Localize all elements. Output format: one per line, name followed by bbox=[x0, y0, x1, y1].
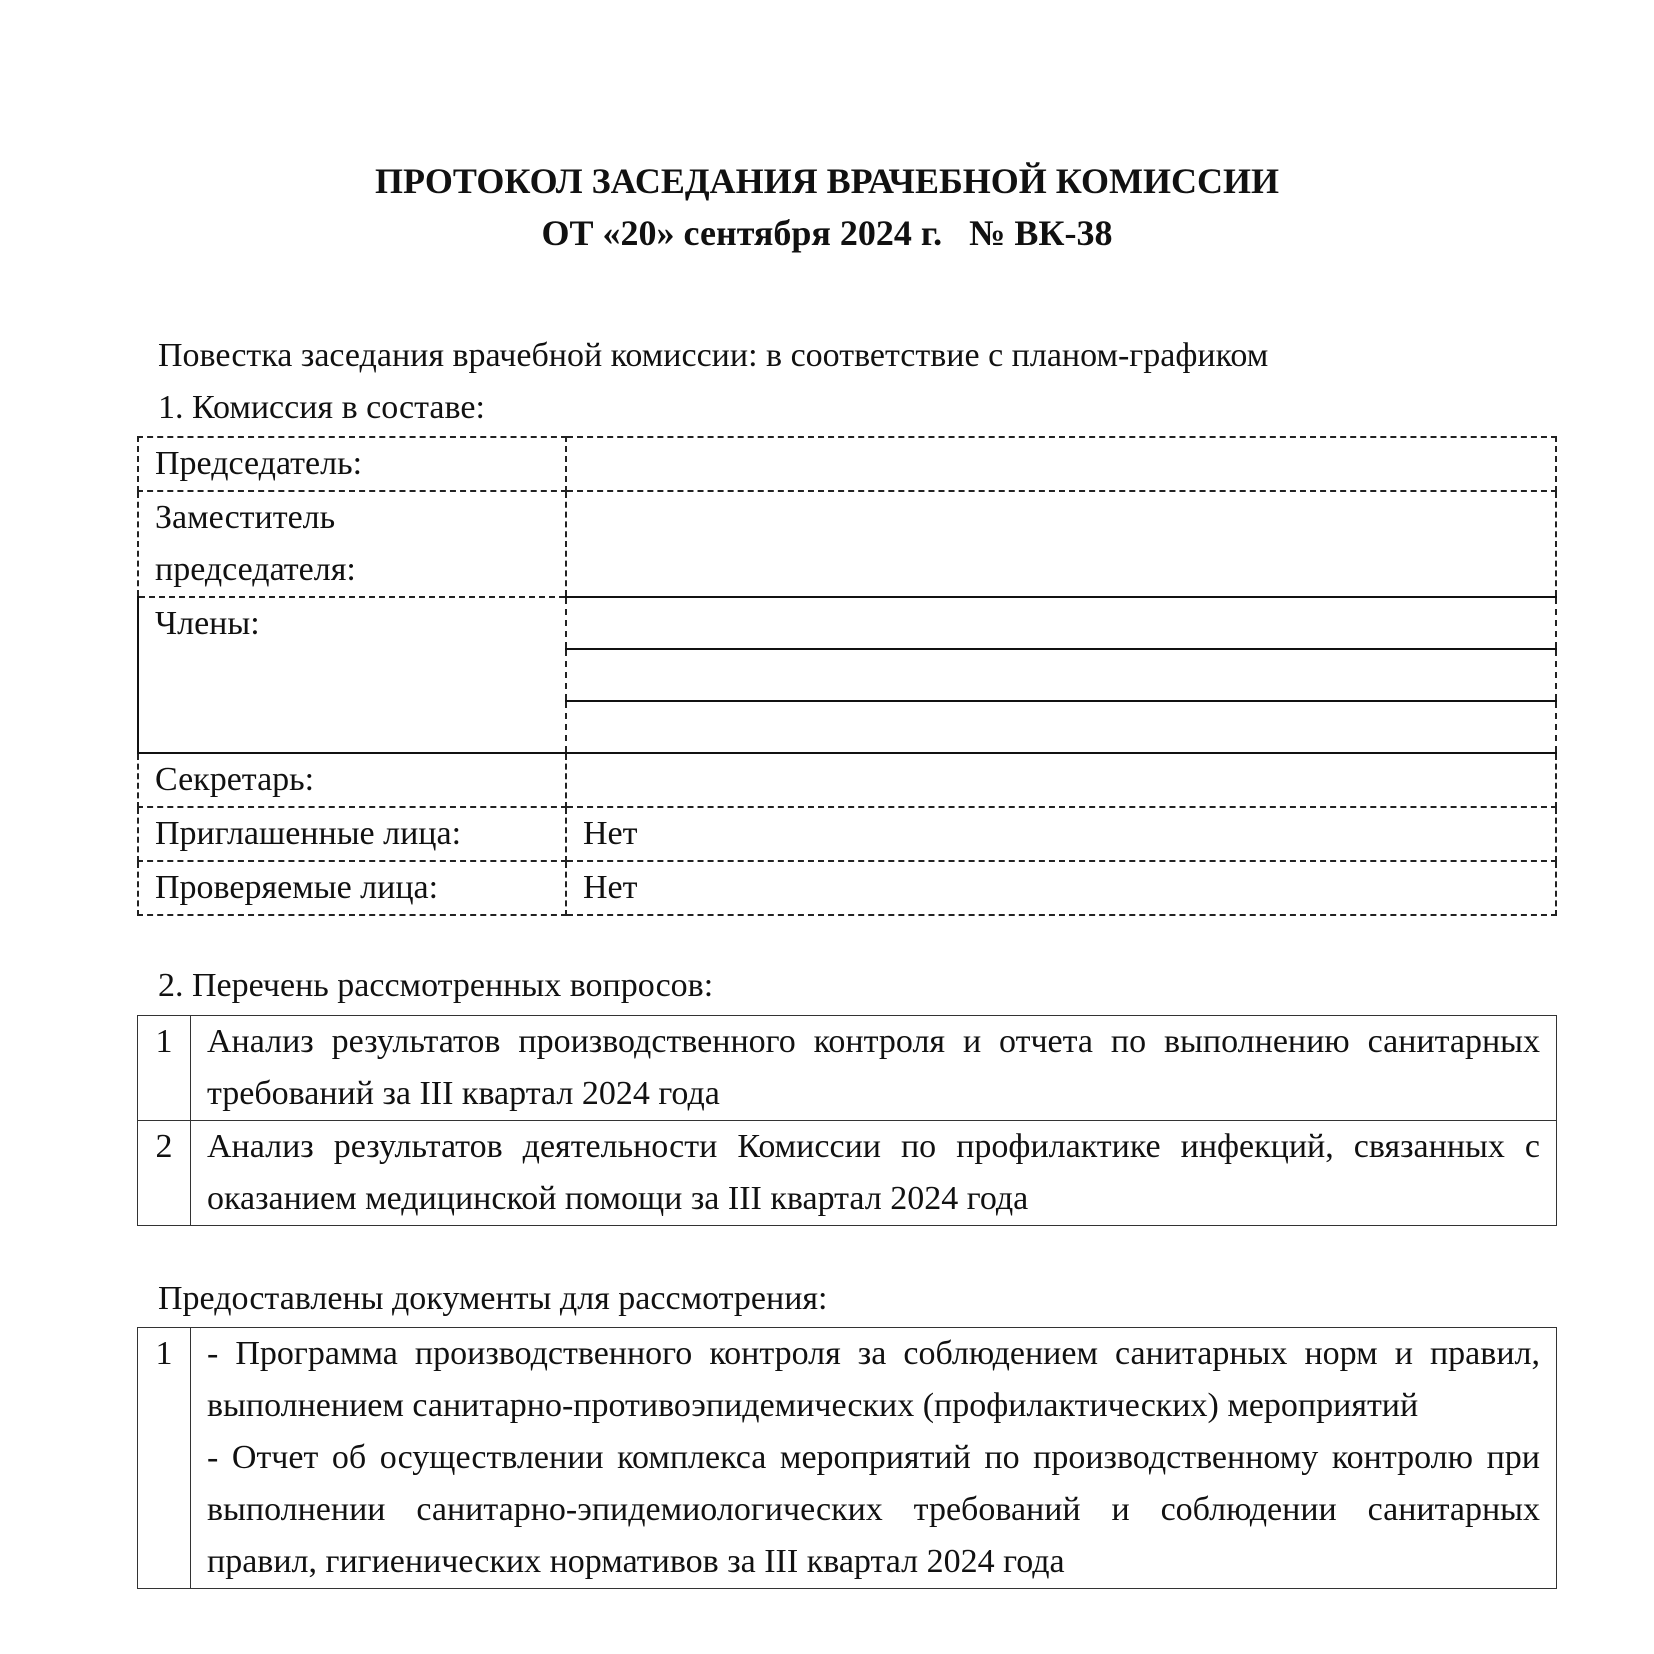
question-number: 1 bbox=[138, 1016, 191, 1121]
documents-heading: Предоставлены документы для рассмотрения: bbox=[158, 1280, 828, 1317]
deputy-label bbox=[138, 491, 566, 597]
member-value-2 bbox=[566, 649, 1556, 701]
member-value-3 bbox=[566, 701, 1556, 753]
deputy-value bbox=[566, 491, 1556, 597]
invited-label: Приглашенные лица: bbox=[138, 807, 566, 861]
inspected-value: Нет bbox=[566, 861, 1556, 915]
invited-value: Нет bbox=[566, 807, 1556, 861]
table-row bbox=[138, 1016, 1557, 1121]
secretary-label: Секретарь: bbox=[138, 753, 566, 807]
secretary-value bbox=[566, 753, 1556, 807]
document-number: 1 bbox=[138, 1328, 191, 1589]
question-text: Анализ результатов деятельности Комиссии по профилактике инфекций, связанных с оказанием медицинской помощи за III квартал 2024 года bbox=[191, 1121, 1557, 1226]
question-number: 2 bbox=[138, 1121, 191, 1226]
document-item: - Программа производственного контроля за соблюдением санитарных норм и правил, выполнением санитарно-противоэпидемических (профилактических) мероприятий bbox=[207, 1335, 1540, 1424]
members-label: Члены: bbox=[138, 597, 566, 753]
deputy-label-line2: председателя: bbox=[155, 551, 356, 588]
chairman-label: Председатель: bbox=[138, 437, 566, 491]
table-row bbox=[138, 1328, 1557, 1589]
inspected-label: Проверяемые лица: bbox=[138, 861, 566, 915]
questions-table bbox=[137, 1015, 1557, 1226]
document-title: ПРОТОКОЛ ЗАСЕДАНИЯ ВРАЧЕБНОЙ КОМИССИИ bbox=[375, 161, 1279, 201]
document-subtitle: ОТ «20» сентября 2024 г. № ВК-38 bbox=[541, 213, 1113, 253]
agenda-text: Повестка заседания врачебной комиссии: в соответствие с планом-графиком bbox=[158, 337, 1269, 374]
question-text: Анализ результатов производственного контроля и отчета по выполнению санитарных требований за III квартал 2024 года bbox=[191, 1016, 1557, 1121]
section2-heading: 2. Перечень рассмотренных вопросов: bbox=[158, 967, 714, 1004]
section1-heading: 1. Комиссия в составе: bbox=[158, 389, 485, 426]
deputy-label-line1: Заместитель bbox=[155, 499, 336, 536]
member-value-1 bbox=[566, 597, 1556, 649]
table-row bbox=[138, 1121, 1557, 1226]
document-item: - Отчет об осуществлении комплекса мероприятий по производственному контролю при выполнении санитарно-эпидемиологических требований и соблюдении санитарных правил, гигиенических нормативов за III квартал 2024 года bbox=[207, 1439, 1540, 1580]
document-list bbox=[191, 1328, 1557, 1589]
chairman-value bbox=[566, 437, 1556, 491]
commission-table bbox=[137, 436, 1557, 916]
documents-table bbox=[137, 1327, 1557, 1589]
